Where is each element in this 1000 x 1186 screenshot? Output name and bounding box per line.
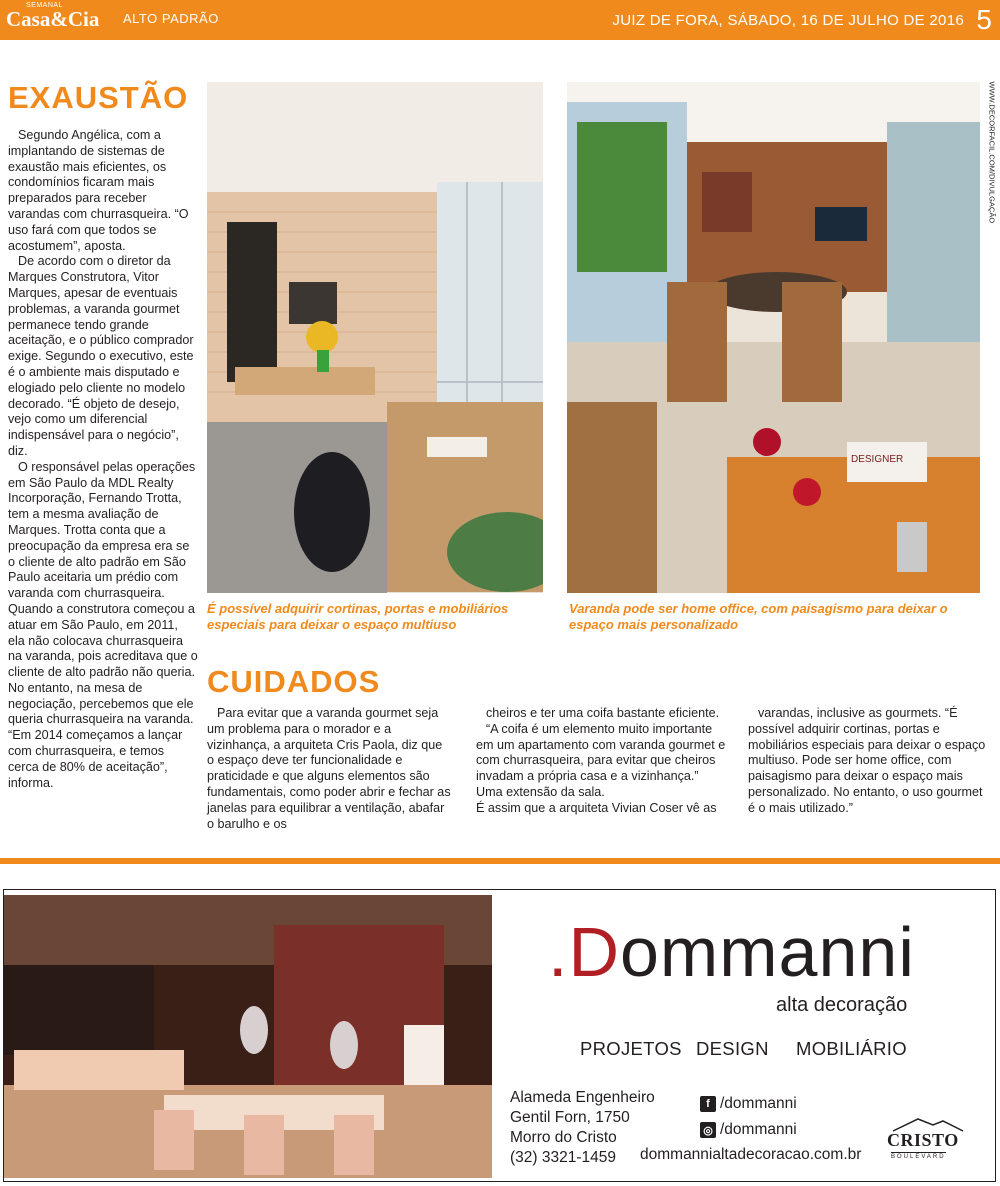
paragraph: cheiros e ter uma coifa bastante eficiente. — [486, 706, 720, 720]
paragraph: Para evitar que a varanda gourmet seja um problema para o morador e a vizinhança, a arquiteta Cris Paola, diz que o espaço deve ter funcionalidade e praticidade e que alguns elementos são fundamentais, como poder abrir e fechar as janelas para equilibrar a ventilação, abafar o barulho e os — [207, 706, 451, 831]
balcony-illustration — [207, 82, 543, 593]
paragraph: O responsável pelas operações em São Paulo da MDL Realty Incorporação, Fernando Trotta, tem a mesma avaliação de Marques. Trotta conta que a preocupação da empresa era se o cliente de alto padrão em São Paulo aceitaria um prédio com varanda com churrasqueira. Quando a construtora começou a atuar em São Paulo, em 2011, ela não colocava churrasqueira na varanda, pois acreditava que o cliente de alto padrão não queria. No entanto, na mesa de negociação, percebemos que ele queria churrasqueira na varanda. “Em 2014 começamos a lançar com churrasqueira, e temos cerca de 80% de aceitação”, informa. — [8, 459, 198, 790]
instagram-handle — [700, 1121, 797, 1139]
partner-subtitle: BOULEVARD — [891, 1154, 946, 1160]
photo-credit-text: WWW.DECORFACIL.COM/DIVULGAÇÃO — [987, 81, 997, 224]
instagram-icon: ◎ — [700, 1122, 716, 1138]
brand-name: Casa&Cia — [6, 7, 100, 31]
partner-name: CRISTO — [887, 1130, 959, 1150]
section-label: ALTO PADRÃO — [123, 11, 219, 26]
address-line: Alameda Engenheiro — [510, 1089, 655, 1106]
section-divider — [0, 858, 1000, 864]
paragraph: varandas, inclusive as gourmets. “É possível adquirir cortinas, portas e mobiliários especiais para deixar o espaço multiuso. Pode ser home office, com paisagismo para deixar o espaço mais personalizado. No entanto, o uso gourmet é o mais utilizado.” — [748, 706, 986, 815]
facebook-icon: f — [700, 1096, 716, 1112]
photo-caption-2: Varanda pode ser home office, com paisagismo para deixar o espaço mais personalizado — [569, 601, 948, 632]
facebook-handle — [700, 1095, 797, 1113]
paragraph: Segundo Angélica, com a implantando de sistemas de exaustão mais eficientes, os condomínios ficaram mais preparados para receber varandas com churrasqueira. “O uso fará com que todos se acostumem”, aposta. — [8, 128, 189, 253]
showroom-photo — [4, 895, 492, 1178]
address-line: Gentil Forn, 1750 — [510, 1109, 630, 1126]
article-column-3 — [476, 706, 726, 817]
facebook-text: /dommanni — [720, 1095, 797, 1112]
logo-initial: .D — [548, 913, 620, 991]
paragraph: “A coifa é um elemento muito importante em um apartamento com varanda gourmet e com churrasqueira, para evitar que cheiros invadam a própria casa e a vizinhança.” Uma extensão da sala. — [476, 721, 726, 799]
article-column-2 — [207, 706, 452, 832]
photo-caption-1: É possível adquirir cortinas, portas e mobiliários especiais para deixar o espaço multiuso — [207, 601, 509, 632]
photo-credit — [982, 81, 997, 284]
section-heading-exaustao: EXAUSTÃO — [8, 80, 189, 115]
dommanni-logo — [548, 912, 915, 992]
logo-subtitle: alta decoração — [776, 994, 908, 1016]
service-design: DESIGN — [696, 1038, 769, 1059]
instagram-text: /dommanni — [720, 1121, 797, 1138]
address-line: Morro do Cristo — [510, 1129, 617, 1146]
article-column-4 — [748, 706, 988, 817]
balcony-photo-1 — [207, 82, 543, 593]
paragraph: De acordo com o diretor da Marques Construtora, Vitor Marques, apesar de eventuais problemas, a varanda gourmet permanece tendo grande aceitação, e o público comprador exige. Segundo o executivo, este é o ambiente mais disputado e elogiado pelo cliente no modelo decorado. “É objeto de desejo, vejo como um diferencial indispensável para o negócio”, diz. — [8, 254, 194, 458]
dateline: JUIZ DE FORA, SÁBADO, 16 DE JULHO DE 2016 — [612, 12, 964, 29]
balcony-photo-2 — [567, 82, 980, 593]
dining-balcony-illustration — [567, 82, 980, 593]
book-title: DESIGNER — [851, 454, 904, 465]
brand-small-label: SEMANAL — [26, 2, 63, 9]
page-header — [0, 0, 1000, 40]
paragraph: É assim que a arquiteta Vivian Coser vê as — [476, 800, 717, 815]
phone-number: (32) 3321-1459 — [510, 1149, 616, 1166]
showroom-illustration — [4, 895, 492, 1178]
logo-rest: ommanni — [620, 913, 915, 991]
page-number: 5 — [976, 4, 992, 35]
service-projetos: PROJETOS — [580, 1038, 682, 1059]
section-heading-cuidados: CUIDADOS — [207, 664, 381, 699]
store-address — [510, 1088, 655, 1168]
service-mobiliario: MOBILIÁRIO — [796, 1038, 907, 1059]
website-url: dommannialtadecoracao.com.br — [640, 1146, 862, 1163]
article-column-1 — [8, 128, 198, 791]
cristo-boulevard-logo — [883, 1116, 973, 1168]
